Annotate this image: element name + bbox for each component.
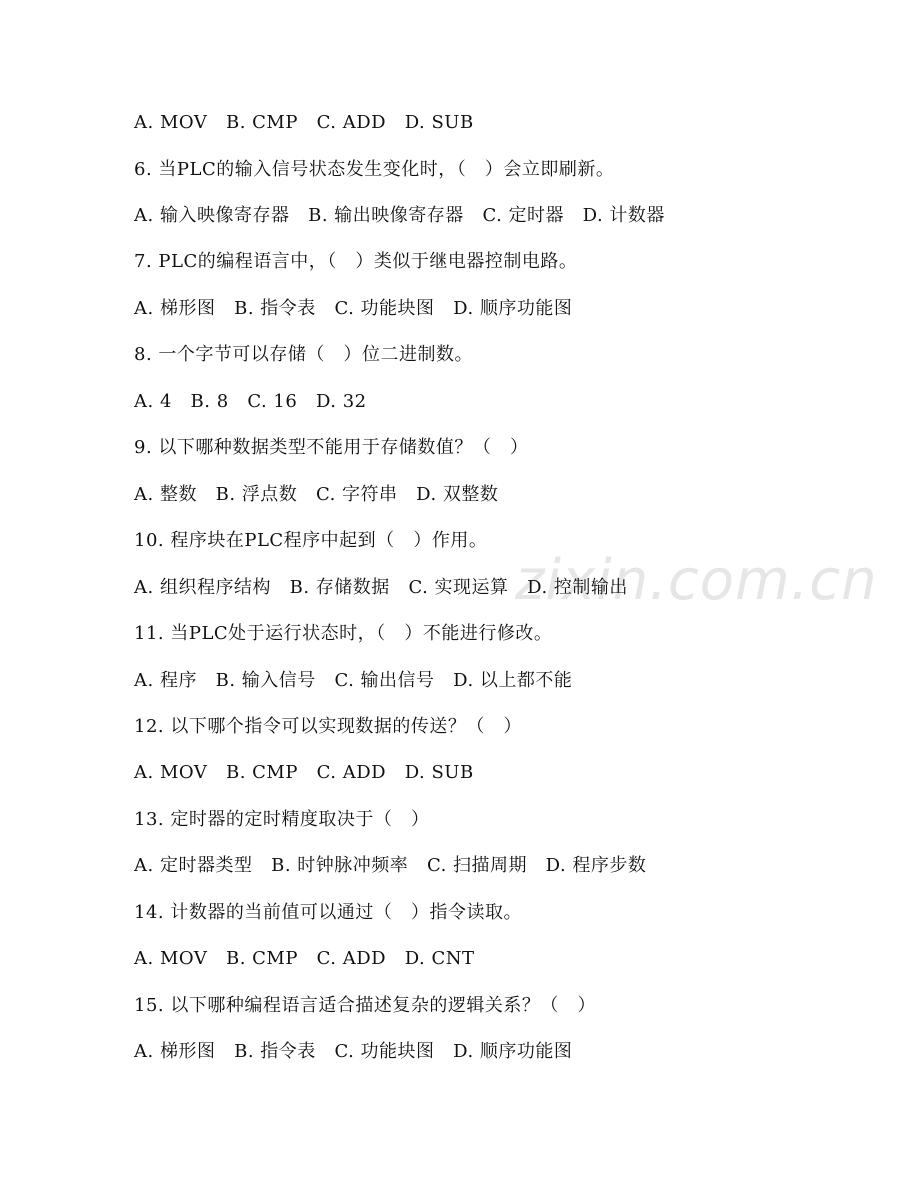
question-14: 14. 计数器的当前值可以通过（ ）指令读取。 bbox=[134, 902, 523, 923]
question-12: 12. 以下哪个指令可以实现数据的传送？（ ） bbox=[134, 716, 523, 737]
question-8: 8. 一个字节可以存储（ ）位二进制数。 bbox=[134, 344, 474, 365]
answer-options-9: A. 整数 B. 浮点数 C. 字符串 D. 双整数 bbox=[134, 484, 499, 505]
question-15: 15. 以下哪种编程语言适合描述复杂的逻辑关系？（ ） bbox=[134, 995, 597, 1016]
question-9: 9. 以下哪种数据类型不能用于存储数值？（ ） bbox=[134, 437, 529, 458]
answer-options-10: A. 组织程序结构 B. 存储数据 C. 实现运算 D. 控制输出 bbox=[134, 577, 628, 598]
answer-options-8: A. 4 B. 8 C. 16 D. 32 bbox=[134, 391, 367, 412]
question-11: 11. 当PLC处于运行状态时，（ ）不能进行修改。 bbox=[134, 623, 553, 644]
answer-options-15: A. 梯形图 B. 指令表 C. 功能块图 D. 顺序功能图 bbox=[134, 1041, 573, 1062]
question-6: 6. 当PLC的输入信号状态发生变化时，（ ）会立即刷新。 bbox=[134, 159, 615, 180]
answer-options-13: A. 定时器类型 B. 时钟脉冲频率 C. 扫描周期 D. 程序步数 bbox=[134, 855, 647, 876]
answer-options-6: A. 输入映像寄存器 B. 输出映像寄存器 C. 定时器 D. 计数器 bbox=[134, 205, 665, 226]
question-10: 10. 程序块在PLC程序中起到（ ）作用。 bbox=[134, 530, 488, 551]
answer-options-7: A. 梯形图 B. 指令表 C. 功能块图 D. 顺序功能图 bbox=[134, 298, 573, 319]
question-7: 7. PLC的编程语言中，（ ）类似于继电器控制电路。 bbox=[134, 251, 578, 272]
answer-options-5: A. MOV B. CMP C. ADD D. SUB bbox=[134, 112, 474, 133]
answer-options-11: A. 程序 B. 输入信号 C. 输出信号 D. 以上都不能 bbox=[134, 670, 573, 691]
answer-options-14: A. MOV B. CMP C. ADD D. CNT bbox=[134, 948, 475, 969]
watermark: zixin.com.cn bbox=[515, 548, 878, 613]
answer-options-12: A. MOV B. CMP C. ADD D. SUB bbox=[134, 762, 474, 783]
question-13: 13. 定时器的定时精度取决于（ ） bbox=[134, 809, 430, 830]
